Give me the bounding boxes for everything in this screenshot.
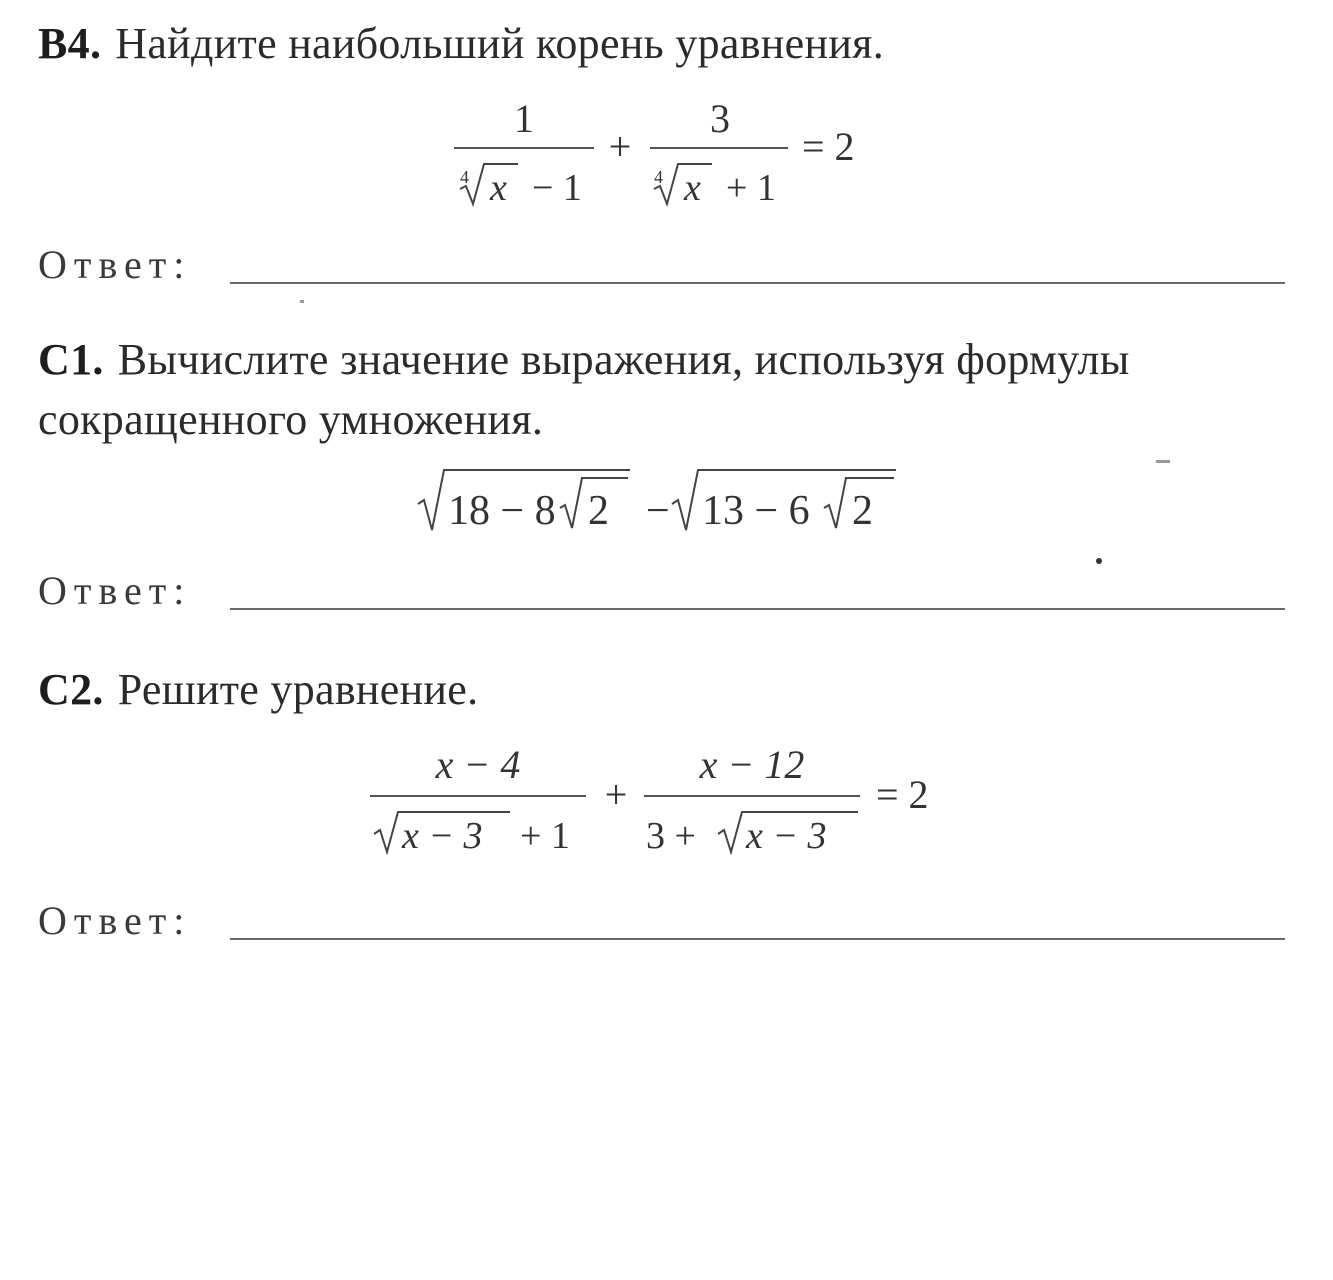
- task-b4-answer-label: Ответ:: [38, 242, 192, 287]
- c2-left-radicand: x − 3: [402, 815, 483, 857]
- task-b4-answer-field[interactable]: [230, 282, 1285, 284]
- task-c2-number: С2.: [38, 665, 104, 714]
- task-c2-prompt: Решите уравнение.: [117, 665, 479, 714]
- b4-right-numerator: 3: [710, 96, 730, 141]
- c1-second-root-lead: 13 − 6: [702, 488, 810, 534]
- c1-first-root-lead: 18 − 8: [448, 488, 556, 534]
- task-b4-number: B4.: [38, 19, 102, 68]
- b4-right-radicand: x: [684, 167, 701, 209]
- scan-speck: [1096, 558, 1102, 564]
- task-b4-heading: [38, 14, 884, 74]
- b4-left-numerator: 1: [514, 96, 534, 141]
- c1-first-inner-radicand: 2: [588, 488, 609, 534]
- c2-left-numerator: x − 4: [435, 742, 521, 787]
- b4-right-root-index: 4: [654, 167, 663, 187]
- b4-equals: = 2: [802, 124, 855, 169]
- b4-left-root-index: 4: [460, 167, 469, 187]
- task-c2-answer-row: [38, 896, 1285, 946]
- task-c1-prompt-line2: сокращенного умножения.: [38, 395, 544, 444]
- c1-second-inner-radicand: 2: [852, 488, 873, 534]
- task-c2-equation: [360, 738, 980, 868]
- scan-speck: [1156, 460, 1170, 463]
- b4-left-tail: − 1: [532, 167, 582, 209]
- b4-left-radicand: x: [490, 167, 507, 209]
- task-b4-answer-row: [38, 240, 1285, 290]
- task-c2-answer-field[interactable]: [230, 938, 1285, 940]
- scan-speck: [300, 300, 304, 303]
- b4-plus: +: [608, 124, 632, 169]
- c2-right-numerator: x − 12: [699, 742, 805, 787]
- c2-right-lead: 3 +: [646, 815, 696, 857]
- task-c1-answer-label: Ответ:: [38, 568, 192, 613]
- c2-left-tail: + 1: [520, 815, 570, 857]
- task-c1-answer-row: [38, 566, 1285, 616]
- task-c2-heading: [38, 660, 478, 720]
- c2-right-radicand: x − 3: [746, 815, 827, 857]
- task-c1-heading: [38, 330, 1130, 450]
- task-b4-prompt: Найдите наибольший корень уравнения.: [115, 19, 885, 68]
- b4-right-tail: + 1: [726, 167, 776, 209]
- task-c1-answer-field[interactable]: [230, 608, 1285, 610]
- task-c1-number: С1.: [38, 335, 104, 384]
- task-c1-prompt-line1: Вычислите значение выражения, используя формулы: [117, 335, 1130, 384]
- task-c2-answer-label: Ответ:: [38, 898, 192, 943]
- c2-plus: +: [604, 772, 628, 817]
- task-c1-expression: [410, 460, 910, 540]
- c2-equals: = 2: [876, 772, 929, 817]
- task-b4-equation: [440, 90, 900, 220]
- c1-minus: −: [646, 488, 670, 534]
